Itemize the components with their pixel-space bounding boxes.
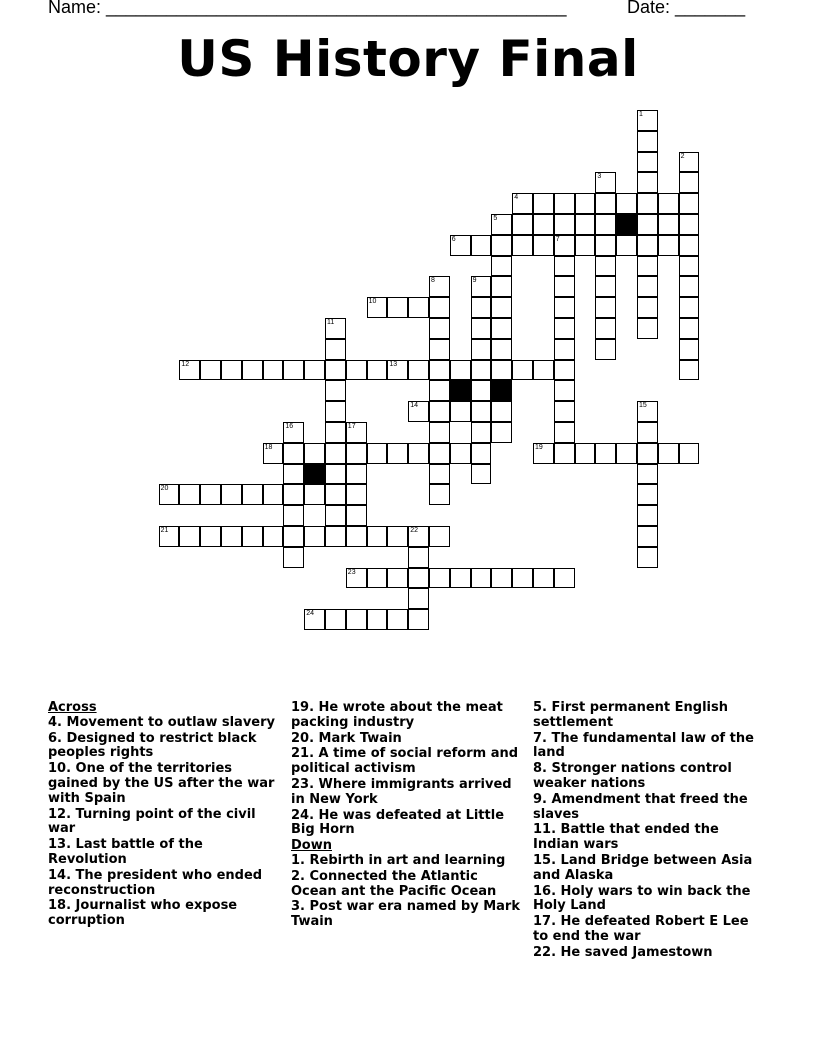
crossword-cell[interactable] [595,256,616,277]
crossword-cell[interactable] [471,360,492,381]
clue-item [533,762,768,792]
crossword-cell[interactable] [637,526,658,547]
clue-number: 7 [555,235,560,243]
crossword-cell[interactable] [595,318,616,339]
crossword-cell[interactable] [637,214,658,235]
clue-number: 4 [514,194,519,202]
crossword-cell[interactable] [471,318,492,339]
crossword-cell[interactable] [679,152,700,173]
clue-item-text: He defeated Robert E Lee to end the war [533,914,749,944]
crossword-cell[interactable] [429,318,450,339]
clue-item-number: 12. [48,806,72,822]
crossword-cell[interactable] [512,568,533,589]
clue-item [48,716,283,731]
crossword-cell[interactable] [491,214,512,235]
clues-column-3 [533,701,768,962]
crossword-cell[interactable] [346,360,367,381]
crossword-cell[interactable] [367,360,388,381]
clue-number: 10 [368,298,377,306]
crossword-cell[interactable] [616,193,637,214]
crossword-cell[interactable] [637,547,658,568]
clue-number: 5 [493,215,498,222]
crossword-cell[interactable] [408,526,429,547]
clue-number: 18 [264,443,273,451]
clue-item-number: 10. [48,761,72,777]
crossword-cell[interactable] [283,505,304,526]
crossword-cell[interactable] [429,339,450,360]
crossword-cell[interactable] [637,110,658,131]
clue-item-number: 8. [533,761,547,777]
crossword-cell[interactable] [408,588,429,609]
clue-item [48,869,283,899]
clue-item-text: Battle that ended the Indian wars [533,822,719,853]
crossword-cell[interactable] [533,193,554,214]
crossword-cell[interactable] [491,297,512,318]
crossword-cell[interactable] [491,360,512,381]
clue-item-number: 17. [533,914,557,930]
crossword-cell[interactable] [221,360,242,381]
crossword-cell[interactable] [491,339,512,360]
clue-item-number: 2. [291,868,305,884]
crossword-cell[interactable] [637,256,658,277]
clue-item-text: Holy wars to win back the Holy Land [533,883,751,914]
crossword-cell[interactable] [242,526,263,547]
clue-number: 15 [639,402,647,410]
crossword-cell[interactable] [367,443,388,464]
clue-item-number: 22. [533,944,557,960]
name-field-label: Name: ______________________________________________ [48,0,567,17]
clue-item-number: 3. [291,899,305,915]
clue-number: 17 [347,423,356,430]
crossword-cell[interactable] [304,443,325,464]
crossword-cell[interactable] [408,360,429,381]
clue-item-text: Movement to outlaw slavery [61,714,276,730]
crossword-cell[interactable] [325,339,346,360]
crossword-cell[interactable] [263,360,284,381]
crossword-cell[interactable] [283,547,304,568]
crossword-cell[interactable] [637,152,658,173]
crossword-cell[interactable] [387,360,408,381]
clue-number: 21 [160,527,169,534]
clue-number: 11 [327,319,335,326]
crossword-cell[interactable] [221,526,242,547]
crossword-cell[interactable] [533,235,554,256]
crossword-cell[interactable] [575,214,596,235]
crossword-cell[interactable] [367,609,388,630]
clue-number: 8 [431,277,435,285]
clue-item [291,732,526,747]
clue-item-number: 6. [48,730,62,746]
clue-item-number: 13. [48,837,72,853]
crossword-cell[interactable] [387,297,408,318]
crossword-cell[interactable] [471,380,492,401]
clue-item [291,854,526,869]
crossword-cell[interactable] [679,214,700,235]
crossword-cell[interactable] [595,339,616,360]
clue-item [48,808,283,838]
crossword-cell[interactable] [346,443,367,464]
crossword-cell[interactable] [304,360,325,381]
crossword-cell[interactable] [283,360,304,381]
crossword-cell[interactable] [679,235,700,256]
crossword-cell[interactable] [346,484,367,505]
crossword-cell[interactable] [491,568,512,589]
crossword-cell[interactable] [283,422,304,443]
crossword-cell[interactable] [595,172,616,193]
clue-item [533,793,768,823]
crossword-cell[interactable] [554,443,575,464]
clue-item-number: 19. [291,700,315,715]
clue-item-text: He wrote about the meat packing industry [291,700,503,730]
crossword-cell[interactable] [325,464,346,485]
clue-number: 23 [347,568,356,576]
crossword-cell[interactable] [450,568,471,589]
crossword-cell[interactable] [616,235,637,256]
clue-item [533,915,768,945]
crossword-cell[interactable] [471,464,492,485]
crossword-cell[interactable] [637,172,658,193]
crossword-cell[interactable] [346,505,367,526]
crossword-cell[interactable] [408,547,429,568]
clue-item-text: One of the territories gained by the US after the war with Spain [48,761,275,806]
crossword-cell[interactable] [325,526,346,547]
clue-item-number: 14. [48,867,72,883]
crossword-cell[interactable] [679,256,700,277]
clue-number: 24 [306,610,314,618]
crossword-cell[interactable] [637,484,658,505]
crossword-cell[interactable] [595,276,616,297]
clue-item-text: Rebirth in art and learning [304,852,506,868]
crossword-cell[interactable] [637,422,658,443]
crossword-cell[interactable] [471,297,492,318]
crossword-cell[interactable] [429,276,450,297]
crossword-cell[interactable] [346,568,367,589]
clue-item [533,732,768,762]
clue-item-text: Amendment that freed the slaves [533,791,748,822]
clue-item-number: 5. [533,700,547,715]
crossword-cell[interactable] [679,443,700,464]
clue-item [291,870,526,900]
crossword-cell[interactable] [637,297,658,318]
clue-number: 3 [597,173,602,181]
crossword-cell[interactable] [179,526,200,547]
crossword-cell[interactable] [637,131,658,152]
clue-item-number: 21. [291,746,315,762]
clue-item-number: 7. [533,730,547,746]
crossword-cell[interactable] [595,193,616,214]
clues-column-1 [48,701,283,930]
crossword-cell[interactable] [491,318,512,339]
crossword-cell[interactable] [491,256,512,277]
clue-item-number: 18. [48,898,72,914]
crossword-cell[interactable] [346,609,367,630]
crossword-cell[interactable] [429,380,450,401]
clue-item-text: Journalist who expose corruption [48,898,238,929]
crossword-cell[interactable] [616,443,637,464]
crossword-cell[interactable] [658,193,679,214]
clue-number: 12 [181,360,190,368]
crossword-cell[interactable] [554,276,575,297]
crossword-cell[interactable] [304,609,325,630]
crossword-cell[interactable] [325,443,346,464]
clue-number: 19 [535,443,543,451]
crossword-cell[interactable] [450,401,471,422]
crossword-cell[interactable] [159,484,180,505]
clue-item-text: Turning point of the civil war [48,806,256,837]
crossword-cell[interactable] [325,360,346,381]
crossword-cell[interactable] [637,464,658,485]
date-field-label: Date: _______ [627,0,746,17]
crossword-cell[interactable] [637,235,658,256]
clue-number: 2 [680,152,685,160]
crossword-cell[interactable] [491,401,512,422]
crossword-cell[interactable] [429,422,450,443]
clue-item-text: He saved Jamestown [556,944,713,960]
crossword-cell[interactable] [429,464,450,485]
crossword-cell[interactable] [367,526,388,547]
clue-item [48,899,283,929]
clue-item [533,854,768,884]
crossword-cell[interactable] [429,443,450,464]
crossword-cell[interactable] [221,484,242,505]
crossword-cell[interactable] [491,422,512,443]
crossword-cell[interactable] [387,443,408,464]
clue-item [48,732,283,762]
crossword-cell[interactable] [637,318,658,339]
crossword-cell[interactable] [533,443,554,464]
crossword-cell[interactable] [554,235,575,256]
clue-item-number: 16. [533,883,557,899]
crossword-cell[interactable] [637,505,658,526]
clue-item-text: Where immigrants arrived in New York [291,776,512,807]
crossword-cell[interactable] [325,318,346,339]
clue-number: 14 [410,402,418,410]
crossword-cell[interactable] [429,526,450,547]
clue-number: 13 [389,360,398,368]
crossword-cell[interactable] [554,339,575,360]
crossword-cell[interactable] [325,609,346,630]
crossword-cell[interactable] [679,297,700,318]
crossword-cell[interactable] [533,360,554,381]
crossword-cell[interactable] [575,235,596,256]
clue-item [533,701,768,731]
crossword-cell[interactable] [658,443,679,464]
crossword-cell[interactable] [304,484,325,505]
crossword-cell[interactable] [554,193,575,214]
crossword-cell[interactable] [387,568,408,589]
crossword-cell[interactable] [471,422,492,443]
crossword-cell[interactable] [346,526,367,547]
crossword-cell[interactable] [595,214,616,235]
clue-section-heading: Across [48,700,97,715]
crossword-cell[interactable] [471,401,492,422]
clue-item-number: 11. [533,822,557,838]
crossword-cell[interactable] [283,526,304,547]
crossword-cell[interactable] [512,235,533,256]
crossword-cell[interactable] [263,443,284,464]
clue-item [533,823,768,853]
crossword-cell[interactable] [637,193,658,214]
clue-item-text: Connected the Atlantic Ocean ant the Pacific Ocean [291,868,497,899]
crossword-cell[interactable] [512,360,533,381]
crossword-cell[interactable] [429,360,450,381]
crossword-cell[interactable] [408,401,429,422]
crossword-cell[interactable] [408,568,429,589]
crossword-cell[interactable] [637,276,658,297]
crossword-black-cell [450,380,471,401]
clue-item-number: 23. [291,776,315,792]
clue-item [48,838,283,868]
crossword-cell[interactable] [346,422,367,443]
page-title: US History Final [177,30,639,88]
crossword-cell[interactable] [595,443,616,464]
clue-item-text: Land Bridge between Asia and Alaska [533,852,753,883]
crossword-cell[interactable] [304,526,325,547]
crossword-cell[interactable] [283,443,304,464]
crossword-cell[interactable] [554,568,575,589]
clue-item [291,778,526,808]
crossword-cell[interactable] [242,484,263,505]
crossword-black-cell [616,214,637,235]
crossword-cell[interactable] [471,568,492,589]
crossword-cell[interactable] [637,443,658,464]
crossword-cell[interactable] [450,360,471,381]
clue-item-number: 20. [291,730,315,746]
crossword-cell[interactable] [554,401,575,422]
crossword-cell[interactable] [679,339,700,360]
crossword-cell[interactable] [471,443,492,464]
crossword-cell[interactable] [325,401,346,422]
crossword-black-cell [304,464,325,485]
clue-number: 16 [285,423,294,430]
clue-item-number: 4. [48,714,62,730]
clue-item [533,946,768,961]
crossword-cell[interactable] [200,526,221,547]
clue-item-number: 15. [533,852,557,868]
clue-item-text: Post war era named by Mark Twain [291,899,520,930]
crossword-cell[interactable] [242,360,263,381]
crossword-cell[interactable] [408,443,429,464]
crossword-cell[interactable] [450,235,471,256]
crossword-cell[interactable] [512,193,533,214]
clue-section-heading: Down [291,838,332,854]
crossword-cell[interactable] [575,193,596,214]
crossword-cell[interactable] [554,214,575,235]
crossword-cell[interactable] [679,360,700,381]
crossword-cell[interactable] [471,276,492,297]
crossword-cell[interactable] [325,484,346,505]
crossword-cell[interactable] [283,484,304,505]
crossword-cell[interactable] [346,464,367,485]
crossword-cell[interactable] [387,609,408,630]
crossword-cell[interactable] [429,568,450,589]
crossword-cell[interactable] [429,484,450,505]
crossword-cell[interactable] [429,297,450,318]
crossword-cell[interactable] [533,568,554,589]
crossword-cell[interactable] [450,443,471,464]
crossword-cell[interactable] [408,297,429,318]
clue-number: 9 [472,277,477,285]
crossword-cell[interactable] [679,276,700,297]
crossword-cell[interactable] [283,464,304,485]
clue-item-text: Stronger nations control weaker nations [533,761,732,791]
crossword-cell[interactable] [325,380,346,401]
crossword-cell[interactable] [200,360,221,381]
clue-number: 20 [160,485,169,493]
crossword-cell[interactable] [471,339,492,360]
clue-item-text: The fundamental law of the land [533,730,754,761]
clue-number: 6 [451,235,456,243]
crossword-cell[interactable] [595,235,616,256]
clue-item-text: Last battle of the Revolution [48,837,203,867]
crossword-cell[interactable] [429,401,450,422]
crossword-cell[interactable] [325,422,346,443]
clue-item [291,900,526,930]
clue-item-text: Mark Twain [314,730,402,746]
crossword-cell[interactable] [575,443,596,464]
crossword-black-cell [491,380,512,401]
crossword-cell[interactable] [200,484,221,505]
crossword-cell[interactable] [658,235,679,256]
clue-item [48,762,283,806]
crossword-cell[interactable] [554,256,575,277]
clue-number: 1 [639,111,643,118]
clue-item [291,747,526,777]
clue-item-text: Designed to restrict black peoples rights [48,730,257,761]
clue-item-text: A time of social reform and political activism [291,746,519,777]
clue-item-number: 9. [533,791,547,807]
crossword-cell[interactable] [533,214,554,235]
crossword-cell[interactable] [554,297,575,318]
clues-column-2 [291,701,526,931]
clue-item [291,701,526,731]
crossword-cell[interactable] [554,380,575,401]
clue-item-number: 1. [291,852,305,868]
crossword-cell[interactable] [159,526,180,547]
crossword-cell[interactable] [263,484,284,505]
crossword-cell[interactable] [387,526,408,547]
clue-item [291,809,526,839]
crossword-cell[interactable] [595,297,616,318]
clue-item [533,885,768,915]
crossword-cell[interactable] [491,235,512,256]
crossword-cell[interactable] [325,505,346,526]
crossword-cell[interactable] [658,214,679,235]
crossword-cell[interactable] [554,318,575,339]
crossword-cell[interactable] [679,172,700,193]
clue-item-number: 24. [291,807,315,823]
crossword-cell[interactable] [491,276,512,297]
clue-item-text: The president who ended reconstruction [48,867,263,898]
crossword-cell[interactable] [367,568,388,589]
clue-number: 22 [410,527,418,534]
crossword-cell[interactable] [679,193,700,214]
clue-item-text: First permanent English settlement [533,700,729,730]
crossword-cell[interactable] [179,484,200,505]
crossword-cell[interactable] [679,318,700,339]
crossword-cell[interactable] [554,422,575,443]
crossword-cell[interactable] [367,297,388,318]
clue-item-text: He was defeated at Little Big Horn [291,807,505,838]
crossword-cell[interactable] [512,214,533,235]
crossword-cell[interactable] [637,401,658,422]
crossword-cell[interactable] [471,235,492,256]
crossword-cell[interactable] [554,360,575,381]
crossword-cell[interactable] [263,526,284,547]
crossword-cell[interactable] [408,609,429,630]
crossword-cell[interactable] [179,360,200,381]
